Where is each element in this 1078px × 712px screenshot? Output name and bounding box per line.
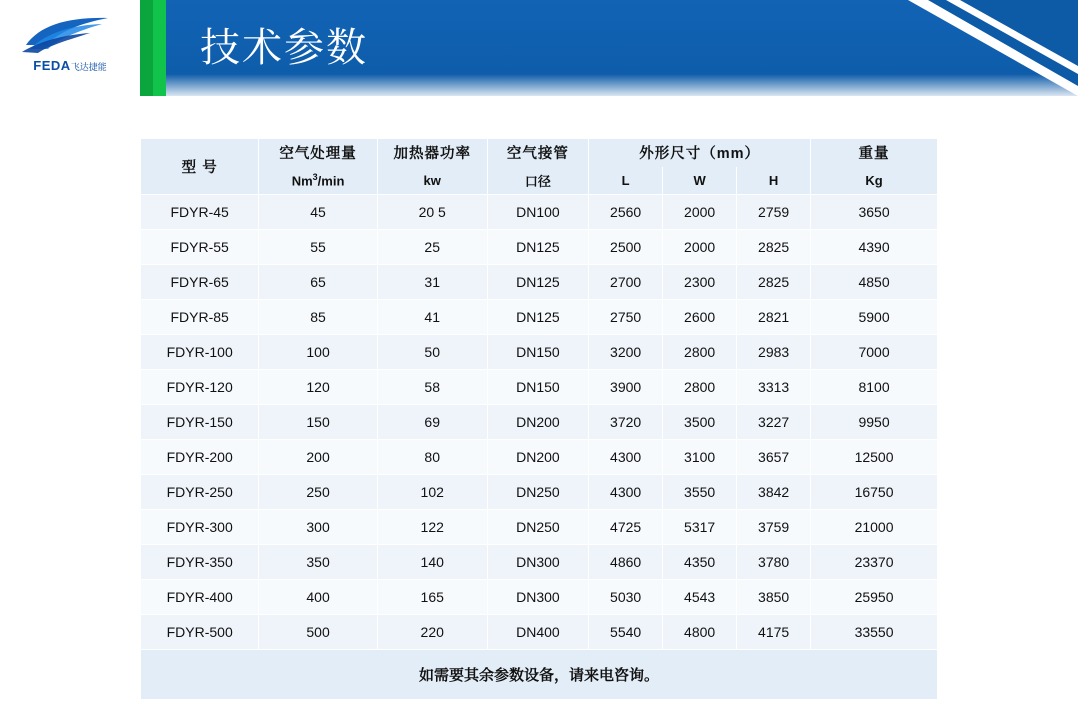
col-header-airflow: 空气处理量: [259, 139, 377, 167]
cell-model: FDYR-45: [141, 195, 259, 230]
cell-dim-l: 2750: [589, 300, 663, 335]
cell-dim-w: 2000: [663, 230, 737, 265]
table-row: [141, 335, 938, 370]
table-head-row-main: [141, 139, 938, 167]
table-foot-row: [141, 650, 938, 700]
cell-heater-power: 25: [377, 230, 487, 265]
cell-pipe-diameter: DN300: [487, 580, 588, 615]
specification-table: [140, 138, 938, 700]
col-header-dim-h: H: [737, 167, 811, 195]
cell-airflow: 150: [259, 405, 377, 440]
table-row: [141, 265, 938, 300]
cell-pipe-diameter: DN125: [487, 265, 588, 300]
cell-dim-h: 2825: [737, 265, 811, 300]
company-logo: [20, 15, 120, 73]
cell-weight: 33550: [811, 615, 938, 650]
cell-airflow: 300: [259, 510, 377, 545]
cell-heater-power: 220: [377, 615, 487, 650]
cell-pipe-diameter: DN250: [487, 510, 588, 545]
cell-dim-w: 2800: [663, 335, 737, 370]
table-row: [141, 300, 938, 335]
cell-airflow: 200: [259, 440, 377, 475]
cell-heater-power: 80: [377, 440, 487, 475]
cell-heater-power: 58: [377, 370, 487, 405]
cell-dim-w: 3500: [663, 405, 737, 440]
cell-model: FDYR-400: [141, 580, 259, 615]
cell-weight: 4850: [811, 265, 938, 300]
header-corner-shape-4: [960, 0, 1078, 66]
cell-airflow: 65: [259, 265, 377, 300]
cell-dim-h: 2759: [737, 195, 811, 230]
cell-pipe-diameter: DN250: [487, 475, 588, 510]
cell-model: FDYR-200: [141, 440, 259, 475]
cell-dim-h: 2825: [737, 230, 811, 265]
col-header-dimensions: 外形尺寸（mm）: [589, 139, 811, 167]
cell-model: FDYR-65: [141, 265, 259, 300]
cell-weight: 3650: [811, 195, 938, 230]
cell-dim-h: 3313: [737, 370, 811, 405]
table-row: [141, 510, 938, 545]
cell-model: FDYR-120: [141, 370, 259, 405]
logo-area: [0, 0, 140, 96]
cell-dim-w: 3100: [663, 440, 737, 475]
cell-dim-l: 5540: [589, 615, 663, 650]
cell-pipe-diameter: DN400: [487, 615, 588, 650]
green-accent-bar: [140, 0, 153, 96]
col-header-heater-power: 加热器功率: [377, 139, 487, 167]
cell-heater-power: 20 5: [377, 195, 487, 230]
cell-pipe-diameter: DN150: [487, 335, 588, 370]
cell-dim-l: 3720: [589, 405, 663, 440]
cell-airflow: 45: [259, 195, 377, 230]
cell-dim-h: 3780: [737, 545, 811, 580]
table-row: [141, 475, 938, 510]
logo-brand-cn: 飞达捷能: [70, 62, 107, 72]
cell-weight: 8100: [811, 370, 938, 405]
cell-weight: 9950: [811, 405, 938, 440]
cell-heater-power: 165: [377, 580, 487, 615]
col-header-dim-w: W: [663, 167, 737, 195]
cell-pipe-diameter: DN300: [487, 545, 588, 580]
cell-model: FDYR-100: [141, 335, 259, 370]
cell-heater-power: 31: [377, 265, 487, 300]
cell-dim-w: 5317: [663, 510, 737, 545]
cell-dim-l: 4300: [589, 475, 663, 510]
col-header-model: 型 号: [141, 139, 259, 195]
col-header-airflow-unit: Nm$^3$/min: [259, 167, 377, 195]
cell-heater-power: 50: [377, 335, 487, 370]
table-row: [141, 545, 938, 580]
cell-weight: 7000: [811, 335, 938, 370]
cell-weight: 4390: [811, 230, 938, 265]
green-accent-bar-light: [153, 0, 166, 96]
cell-airflow: 120: [259, 370, 377, 405]
cell-dim-h: 4175: [737, 615, 811, 650]
cell-weight: 23370: [811, 545, 938, 580]
table-row: [141, 195, 938, 230]
cell-weight: 25950: [811, 580, 938, 615]
cell-dim-l: 4300: [589, 440, 663, 475]
table-row: [141, 370, 938, 405]
col-header-heater-unit: kw: [377, 167, 487, 195]
cell-airflow: 350: [259, 545, 377, 580]
cell-dim-h: 2821: [737, 300, 811, 335]
table-foot: [141, 650, 938, 700]
cell-weight: 16750: [811, 475, 938, 510]
cell-dim-w: 2600: [663, 300, 737, 335]
table-row: [141, 615, 938, 650]
cell-model: FDYR-500: [141, 615, 259, 650]
cell-dim-h: 3759: [737, 510, 811, 545]
cell-airflow: 100: [259, 335, 377, 370]
footer-note: 如需要其余参数设备，请来电咨询。: [141, 650, 938, 700]
cell-dim-w: 4543: [663, 580, 737, 615]
cell-dim-h: 3227: [737, 405, 811, 440]
cell-airflow: 400: [259, 580, 377, 615]
cell-weight: 12500: [811, 440, 938, 475]
cell-model: FDYR-85: [141, 300, 259, 335]
cell-airflow: 500: [259, 615, 377, 650]
table-head-row-sub: [141, 167, 938, 195]
cell-dim-h: 3657: [737, 440, 811, 475]
cell-dim-w: 3550: [663, 475, 737, 510]
col-header-pipe-line2: 口径: [487, 167, 588, 195]
cell-airflow: 55: [259, 230, 377, 265]
col-header-weight: 重量: [811, 139, 938, 167]
cell-heater-power: 140: [377, 545, 487, 580]
col-header-dim-l: L: [589, 167, 663, 195]
cell-dim-w: 2000: [663, 195, 737, 230]
cell-dim-w: 4800: [663, 615, 737, 650]
cell-pipe-diameter: DN150: [487, 370, 588, 405]
page-header: [0, 0, 1078, 96]
cell-dim-h: 3850: [737, 580, 811, 615]
cell-pipe-diameter: DN125: [487, 300, 588, 335]
cell-dim-h: 2983: [737, 335, 811, 370]
cell-airflow: 85: [259, 300, 377, 335]
cell-model: FDYR-55: [141, 230, 259, 265]
logo-brand: FEDA: [33, 58, 71, 73]
cell-dim-l: 5030: [589, 580, 663, 615]
cell-weight: 21000: [811, 510, 938, 545]
cell-airflow: 250: [259, 475, 377, 510]
cell-dim-w: 4350: [663, 545, 737, 580]
cell-weight: 5900: [811, 300, 938, 335]
cell-dim-h: 3842: [737, 475, 811, 510]
cell-dim-w: 2800: [663, 370, 737, 405]
page-title: 技术参数: [200, 25, 368, 71]
col-header-weight-unit: Kg: [811, 167, 938, 195]
table-body: [141, 195, 938, 650]
cell-dim-l: 2700: [589, 265, 663, 300]
spec-sheet: [0, 96, 1078, 712]
table-head: [141, 139, 938, 195]
col-header-pipe-line1: 空气接管: [487, 139, 588, 167]
cell-heater-power: 41: [377, 300, 487, 335]
cell-dim-w: 2300: [663, 265, 737, 300]
cell-pipe-diameter: DN125: [487, 230, 588, 265]
cell-dim-l: 4725: [589, 510, 663, 545]
cell-dim-l: 2560: [589, 195, 663, 230]
cell-heater-power: 122: [377, 510, 487, 545]
feather-logo-icon: [20, 15, 120, 57]
cell-dim-l: 4860: [589, 545, 663, 580]
cell-model: FDYR-250: [141, 475, 259, 510]
cell-dim-l: 2500: [589, 230, 663, 265]
table-row: [141, 440, 938, 475]
table-row: [141, 405, 938, 440]
cell-pipe-diameter: DN200: [487, 405, 588, 440]
table-row: [141, 580, 938, 615]
table-row: [141, 230, 938, 265]
cell-dim-l: 3900: [589, 370, 663, 405]
cell-model: FDYR-350: [141, 545, 259, 580]
logo-wordmark: [33, 58, 106, 73]
cell-model: FDYR-300: [141, 510, 259, 545]
cell-heater-power: 69: [377, 405, 487, 440]
cell-heater-power: 102: [377, 475, 487, 510]
cell-dim-l: 3200: [589, 335, 663, 370]
cell-pipe-diameter: DN100: [487, 195, 588, 230]
cell-pipe-diameter: DN200: [487, 440, 588, 475]
cell-model: FDYR-150: [141, 405, 259, 440]
